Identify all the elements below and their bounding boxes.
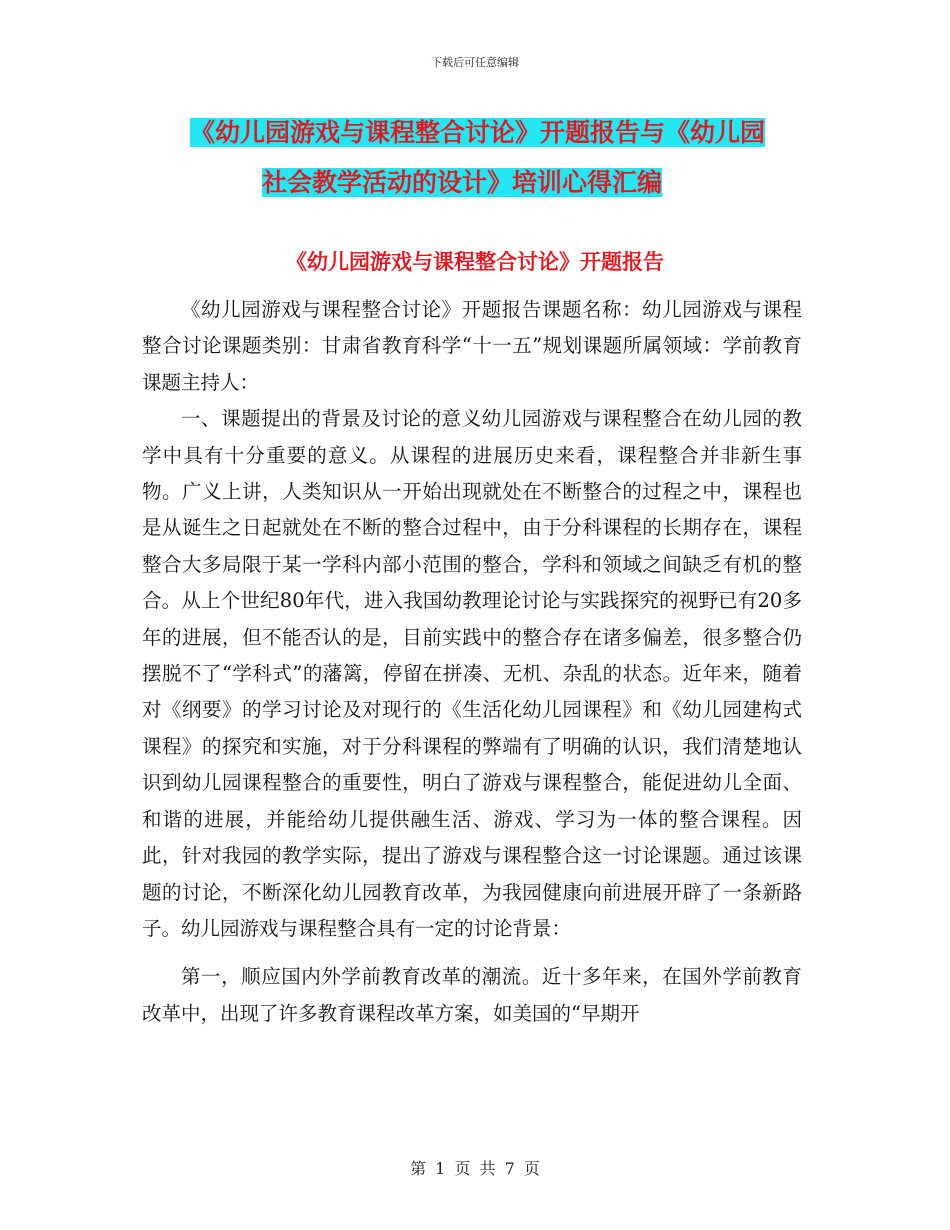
paragraph-2: 一、课题提出的背景及讨论的意义幼儿园游戏与课程整合在幼儿园的教学中具有十分重要的意义。从课程的进展历史来看，课程整合并非新生事物。广义上讲，人类知识从一开始出现就处在不断整合的过程之中，课程也是从诞生之日起就处在不断的整合过程中，由于分科课程的长期存在，课程整合大多局限于某一学科内部小范围的整合，学科和领域之间缺乏有机的整合。从上个世纪80年代，进入我国幼教理论讨论与实践探究的视野已有20多年的进展，但不能否认的是，目前实践中的整合存在诸多偏差，很多整合仍摆脱不了“学科式”的藩篱，停留在拼凑、无机、杂乱的状态。近年来，随着对《纲要》的学习讨论及对现行的《生活化幼儿园课程》和《幼儿园建构式课程》的探究和实施，对于分科课程的弊端有了明确的认识，我们清楚地认识到幼儿园课程整合的重要性，明白了游戏与课程整合，能促进幼儿全面、和谐的进展，并能给幼儿提供融生活、游戏、学习为一体的整合课程。因此，针对我园的教学实际，提出了游戏与课程整合这一讨论课题。通过该课题的讨论，不断深化幼儿园教育改革，为我园健康向前进展开辟了一条新路子。幼儿园游戏与课程整合具有一定的讨论背景： bbox=[142, 407, 802, 940]
paragraph-1: 《幼儿园游戏与课程整合讨论》开题报告课题名称：幼儿园游戏与课程整合讨论课题类别：甘肃省教育科学“十一五”规划课题所属领域：学前教育课题主持人： bbox=[142, 298, 802, 394]
document-title-line-2: 社会教学活动的设计》培训心得汇编 bbox=[262, 168, 663, 197]
page-footer: 第 1 页 共 7 页 bbox=[410, 1159, 540, 1178]
paragraph-3: 第一，顺应国内外学前教育改革的潮流。近十多年来，在国外学前教育改革中，出现了许多教育课程改革方案，如美国的“早期开 bbox=[142, 965, 802, 1025]
document-title-line-1: 《幼儿园游戏与课程整合讨论》开题报告与《幼儿园 bbox=[190, 118, 766, 147]
section-title: 《幼儿园游戏与课程整合讨论》开题报告 bbox=[286, 250, 664, 274]
document-title bbox=[190, 108, 810, 208]
body-text bbox=[142, 292, 802, 1032]
header-note: 下载后可任意编辑 bbox=[431, 56, 519, 69]
